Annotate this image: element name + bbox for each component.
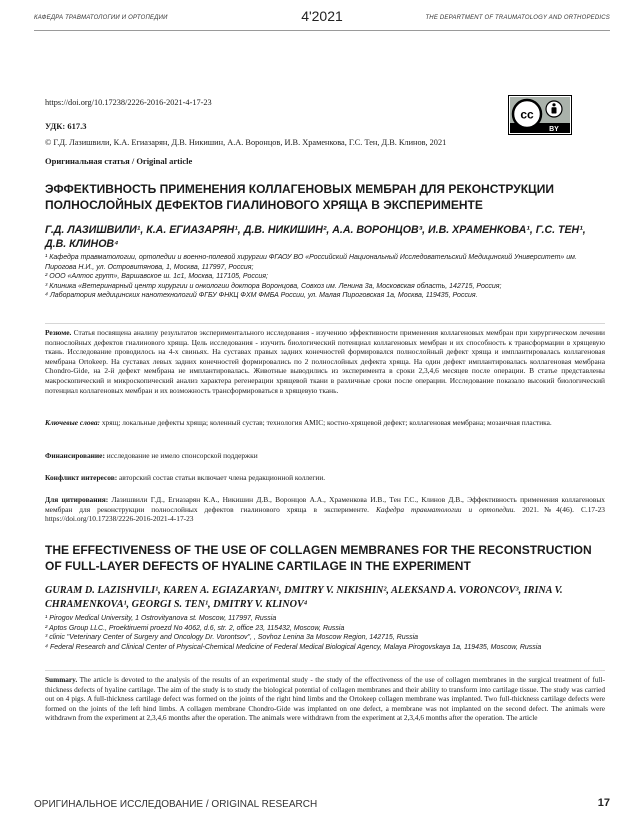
cc-mark: cc [520,107,534,122]
affiliation-en-1: ¹ Pirogov Medical University, 1 Ostrovityanova st. Moscow, 117997, Russia [45,615,277,622]
keywords-ru-label: Ключевые слова: [45,418,100,427]
abstract-ru [45,328,605,395]
conflict-ru [45,473,605,483]
authors-en: GURAM D. LAZISHVILI¹, KAREN A. EGIAZARYAN¹, DMITRY V. NIKISHIN², ALEKSAND A. VORONCOV³, IRINA V. CHRAMENKOVA¹, GEORGI S. TEN¹, DMITRY V. KLINOV⁴ [45,585,563,610]
affiliations-ru [45,253,605,301]
funding-ru-text: исследование не имело спонсорской поддержки [106,451,258,460]
citation-ru-tail: 2021.№4(46). C.17-23 https://doi.org/10.17238/2226-2016-2021-4-17-23 [45,504,605,524]
keywords-ru [45,418,605,428]
affiliation-en-2: ² Aptos Group LLC., Proektiruemi proezd No 4062, d.6, str. 2, office 23, 115432, Moscow, Russia [45,624,345,632]
conflict-ru-text: авторский состав статьи включает члена редакционной коллегии. [119,473,326,482]
running-header [0,0,644,31]
article-title-ru: ЭФФЕКТИВНОСТЬ ПРИМЕНЕНИЯ КОЛЛАГЕНОВЫХ МЕМБРАН ДЛЯ РЕКОНСТРУКЦИИ ПОЛНОСЛОЙНЫХ ДЕФЕКТОВ ГИАЛИНОВОГО ХРЯЩА В ЭКСПЕРИМЕНТЕ [45,182,555,212]
article-title-en: THE EFFECTIVENESS OF THE USE OF COLLAGEN MEMBRANES FOR THE RECONSTRUCTION OF FULL-LAYER DEFECTS OF HYALINE CARTILAGE IN THE EXPERIMENT [45,543,592,573]
article-type: Оригинальная статья / Original article [45,156,193,166]
cc-by-license-icon[interactable] [508,95,572,135]
citation-ru [45,495,605,524]
abstract-ru-text: Статья посвящена анализу результатов экспериментального исследования - изучению эффективности применения коллагеновых мембран при хирургическом лечении полнослойных дефектов гиалинового хряща. Цель исследования - изучить биологический потенциал коллагеновых мембран и их способность к трансформации в хрящевую ткань. Исследование проводилось на 4-х свиньях. На суставах правых задних конечностей формировался полнослойный дефект хряща и имплантировалась коллагеновая мембрана Ortokeep. На суставах левых задних конечностей формировались по 2 полнослойных дефекта хряща. На один дефект имплантировалась коллагеновая мембрана Chondro-Gide, на 2-й дефект мембрана не имплантировалась. Животные выводились из эксперимента в сроки 2,3,4,6 месяцев после операции. В статье представлены макроскопический и микроскопический анализ характера регенерации хрящевой ткани в различные сроки после операции. Исследование показало высокий биологический потенциал коллагеновых мембран и их возможность трансформироваться в хрящевую ткань. [45,328,605,395]
citation-ru-text: Лазишвили Г.Д., Егиазарян К.А., Никишин Д.В., Воронцов А.А., Храменкова И.В., Тен Г.С., Клинов Д.В., Эффективность применения коллагеновых мембран для реконструкции полнослойных дефектов гиалинового хряща в эксперименте. [45,495,605,514]
abstract-ru-label: Резюме. [45,328,72,337]
citation-ru-journal: Кафедра травматологии и ортопедии. [375,504,516,514]
by-mark: BY [549,126,559,133]
funding-ru [45,451,605,461]
footer-section-label: ОРИГИНАЛЬНОЕ ИССЛЕДОВАНИЕ / ORIGINAL RESEARCH [34,799,318,810]
page-number: 17 [597,797,610,809]
citation-ru-label: Для цитирования: [45,495,109,504]
funding-ru-label: Финансирование: [45,451,105,460]
summary-en-label: Summary. [45,675,78,684]
copyright-line: © Г.Д. Лазишвили, К.А. Егиазарян, Д.В. Никишин, А.А. Воронцов, И.В. Храменкова, Г.С. Тен, Д.В. Клинов, 2021 [45,138,447,147]
affiliation-en-4: ⁴ Federal Research and Clinical Center of Physical-Chemical Medicine of Federal Medical Biological Agency, Malaya Pirogovskaya 1a, 119435, Moscow, Russia [45,643,542,651]
divider [45,670,605,671]
header-issue-number: 4'2021 [301,8,343,24]
header-right-journal-en: THE DEPARTMENT OF TRAUMATOLOGY AND ORTHOPEDICS [425,15,610,21]
affiliation-en-3: ³ clinic "Veterinary Center of Surgery and Oncology Dr. Vorontsov", , Sovhoz Lenina 3a Moscow Region, 142715, Russia [45,634,419,642]
summary-en [45,675,605,723]
affiliation-ru-3: ³ Клиника «Ветеринарный центр хирургии и онкологии доктора Воронцова, Совхоз им. Ленина 3а, Московская область, 142715, Россия; [45,282,502,290]
affiliation-ru-4: ⁴ Лаборатория медицинских нанотехнологий ФГБУ ФНКЦ ФХМ ФМБА России, ул. Малая Пироговская 1а, Москва, 119435, Россия. [45,292,478,300]
authors-ru: Г.Д. ЛАЗИШВИЛИ¹, К.А. ЕГИАЗАРЯН¹, Д.В. НИКИШИН², А.А. ВОРОНЦОВ³, И.В. ХРАМЕНКОВА¹, Г.С. ТЕН¹, Д.В. КЛИНОВ⁴ [45,224,586,250]
affiliation-ru-2: ² ООО «Алтос групп», Варшавское ш. 1с1, Москва, 117105, Россия; [45,273,268,281]
affiliations-en [45,614,605,652]
summary-en-text: The article is devoted to the analysis of the results of an experimental study - the study of the effectiveness of the use of collagen membranes in the surgical treatment of full-thickness defects of hyaline cartilage. The aim of the study is to study the biological potential of collagen membranes and their ability to transform into cartilage tissue. The study was carried out on 4 pigs. A full-thickness cartilage defect was formed on the joints of the right hind limbs and the Ortokeep collagen membrane was implanted. Two full-thickness cartilage defects were formed on the joints of the left hind limbs. A collagen membrane Chondro-Gide was implanted on one defect, a membrane was not implanted on the second defect. The animals were withdrawn from the experiment at 2,3,4,6 months after the operation. The animals were withdrawn from the experiment at 2,3,4,6 months after the operation. The article [45,675,605,723]
divider [45,323,605,324]
keywords-ru-text: хрящ; локальные дефекты хряща; коленный сустав; технология AMIC; костно-хрящевой дефект; коллагеновая мембрана; мозаичная пластика. [101,418,552,427]
header-left-journal-ru: КАФЕДРА ТРАВМАТОЛОГИИ И ОРТОПЕДИИ [34,15,168,21]
udk-code: УДК: 617.3 [45,121,87,131]
conflict-ru-label: Конфликт интересов: [45,473,118,482]
doi-link[interactable]: https://doi.org/10.17238/2226-2016-2021-4-17-23 [45,98,212,107]
header-rule [34,30,610,31]
affiliation-ru-1: ¹ Кафедра травматологии, ортопедии и военно-полевой хирургии ФГАОУ ВО «Российский Национальный Исследовательский Медицинский Университет» им. Пирогова Н.И., ул. Островитянова, 1, Москва, 117997, Россия; [45,254,577,271]
